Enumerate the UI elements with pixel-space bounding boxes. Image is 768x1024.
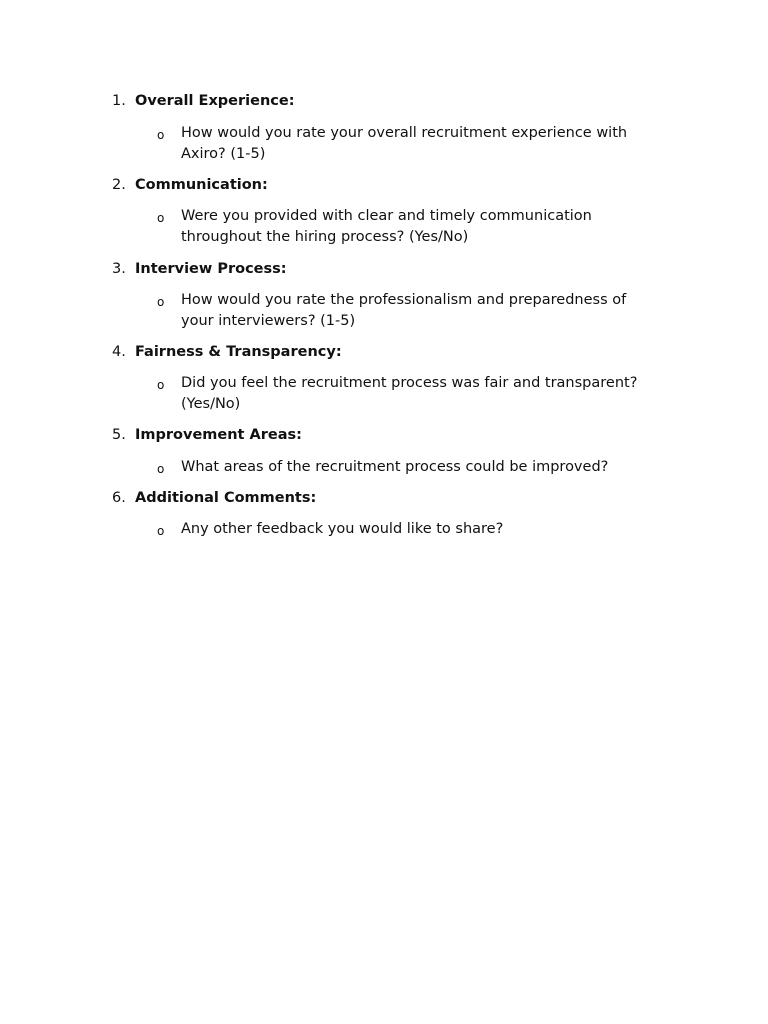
question-text: Did you feel the recruitment process was fair and transparent? (Yes/No) [181,375,638,412]
item-heading: Fairness & Transparency: [135,344,342,360]
question-text: Any other feedback you would like to share? [181,521,504,537]
question-text: Were you provided with clear and timely communication throughout the hiring process? (Yes/No) [181,208,592,245]
question-text: How would you rate your overall recruitment experience with Axiro? (1-5) [181,125,628,162]
item-number: 3. [112,261,126,277]
bullet-icon: o [157,295,165,309]
item-number: 4. [112,344,126,360]
item-number: 1. [112,93,126,109]
item-heading: Communication: [135,177,268,193]
bullet-icon: o [157,524,165,538]
item-heading: Interview Process: [135,261,287,277]
bullet-icon: o [157,462,165,476]
question-text: What areas of the recruitment process could be improved? [181,459,609,475]
item-heading: Improvement Areas: [135,427,302,443]
bullet-icon: o [157,128,165,142]
item-number: 2. [112,177,126,193]
bullet-icon: o [157,211,165,225]
item-number: 6. [112,490,126,506]
item-heading: Additional Comments: [135,490,317,506]
item-number: 5. [112,427,126,443]
question-text: How would you rate the professionalism and preparedness of your interviewers? (1-5) [181,292,627,329]
bullet-icon: o [157,378,165,392]
item-heading: Overall Experience: [135,93,295,109]
